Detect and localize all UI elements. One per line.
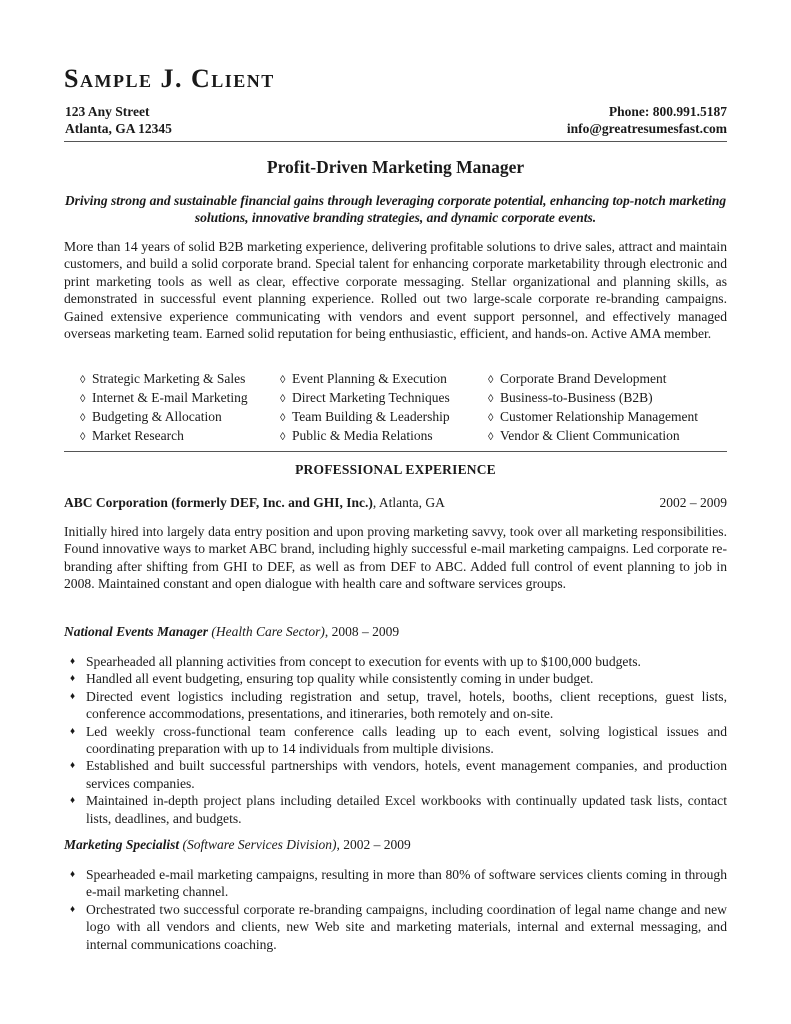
resume-headline: Profit-Driven Marketing Manager — [266, 157, 525, 177]
role-achievements — [64, 653, 727, 827]
role-title: National Events Manager — [64, 624, 209, 639]
skill-item: ◊ Vendor & Client Communication — [488, 427, 718, 446]
address-block — [65, 103, 172, 137]
skills-column-3 — [488, 370, 718, 446]
role-dates: , 2008 – 2009 — [324, 624, 400, 639]
achievement-item: ♦ Spearheaded e-mail marketing campaigns, resulting in more than 80% of software services clients coming in through e-mail marketing channel. — [64, 866, 727, 901]
employer-line — [64, 495, 727, 511]
company-description: Initially hired into largely data entry position and upon proving marketing savvy, took over all marketing responsibilities. Found innovative ways to market ABC brand, including highly successful e-mail marketing campaigns. Led corporate re-branding after shifting from GHI to DEF, as well as from DEF to ABC. Added full control of event planning to job in 2008. Maintained constant and open dialogue with health care and software services groups. — [64, 524, 727, 592]
skill-item: ◊ Budgeting & Allocation — [80, 408, 280, 427]
achievement-item: ♦ Maintained in-depth project plans including detailed Excel workbooks with continually updated task lists, contact lists, deadlines, and budgets. — [64, 792, 727, 827]
achievement-item: ♦ Led weekly cross-functional team conference calls leading up to each event, solving logistical issues and coordinating preparation with up to 14 individuals from multiple divisions. — [64, 723, 727, 758]
skill-item: ◊ Team Building & Leadership — [280, 408, 488, 427]
skill-item: ◊ Business-to-Business (B2B) — [488, 389, 718, 408]
achievement-item: ♦ Orchestrated two successful corporate re-branding campaigns, including coordination of legal name change and new logo with all vendors and clients, new Web site and marketing materials, internal and external messaging, and internal communications coaching. — [64, 901, 727, 953]
role-division: (Health Care Sector) — [208, 624, 325, 639]
profile-summary: More than 14 years of solid B2B marketing experience, delivering profitable solutions to drive sales, attract and maintain customers, and build a solid corporate brand. Special talent for enhancing corporate marketability through electronic and print marketing tools as well as clear, effective corporate messaging. Stellar organizational and planning skills, as demonstrated in successful event planning experience. Rolled out two large-scale corporate re-branding campaigns. Gained extensive experience communicating with vendors and event support personnel, and effectively managed overseas marketing team. Earned solid reputation for being enthusiastic, efficient, and hands-on. Active AMA member. — [64, 239, 727, 342]
role-heading — [64, 837, 411, 853]
role-division: (Software Services Division) — [179, 837, 337, 852]
achievement-item: ♦ Directed event logistics including registration and setup, travel, hotels, booths, client receptions, guest lists, conference accommodations, presentations, and itineraries, both remotely and on-site. — [64, 688, 727, 723]
skill-item: ◊ Corporate Brand Development — [488, 370, 718, 389]
skill-item: ◊ Strategic Marketing & Sales — [80, 370, 280, 389]
skill-item: ◊ Market Research — [80, 427, 280, 446]
contact-block — [567, 103, 727, 137]
role-dates: , 2002 – 2009 — [336, 837, 411, 852]
role-achievements — [64, 866, 727, 953]
header-divider — [64, 141, 727, 142]
achievement-item: ♦ Spearheaded all planning activities from concept to execution for events with up to $100,000 budgets. — [64, 653, 727, 670]
company-location: , Atlanta, GA — [372, 495, 445, 510]
achievement-item: ♦ Established and built successful partnerships with vendors, hotels, event management companies, and production services companies. — [64, 757, 727, 792]
candidate-name: Sample J. Client — [64, 64, 275, 93]
section-divider — [64, 451, 727, 452]
skill-item: ◊ Event Planning & Execution — [280, 370, 488, 389]
role-title: Marketing Specialist — [64, 837, 180, 852]
role-heading — [64, 624, 399, 640]
skill-item: ◊ Internet & E-mail Marketing — [80, 389, 280, 408]
city-state-zip: Atlanta, GA 12345 — [65, 121, 172, 136]
achievement-item: ♦ Handled all event budgeting, ensuring top quality while consistently coming in under budget. — [64, 670, 727, 687]
email-address: info@greatresumesfast.com — [566, 121, 727, 136]
skill-item: ◊ Public & Media Relations — [280, 427, 488, 446]
skills-column-2 — [280, 370, 488, 446]
experience-heading: PROFESSIONAL EXPERIENCE — [295, 462, 496, 477]
skills-column-1 — [80, 370, 280, 446]
employment-dates: 2002 – 2009 — [659, 495, 727, 510]
company-name: ABC Corporation (formerly DEF, Inc. and GHI, Inc.) — [64, 495, 373, 510]
street-address: 123 Any Street — [65, 104, 150, 119]
tagline: Driving strong and sustainable financial gains through leveraging corporate potential, enhancing top-notch marketing solutions, innovative branding strategies, and dynamic corporate events. — [64, 193, 727, 225]
phone-number: Phone: 800.991.5187 — [608, 104, 727, 119]
core-skills — [80, 370, 718, 446]
skill-item: ◊ Customer Relationship Management — [488, 408, 718, 427]
skill-item: ◊ Direct Marketing Techniques — [280, 389, 488, 408]
employer — [64, 495, 445, 511]
